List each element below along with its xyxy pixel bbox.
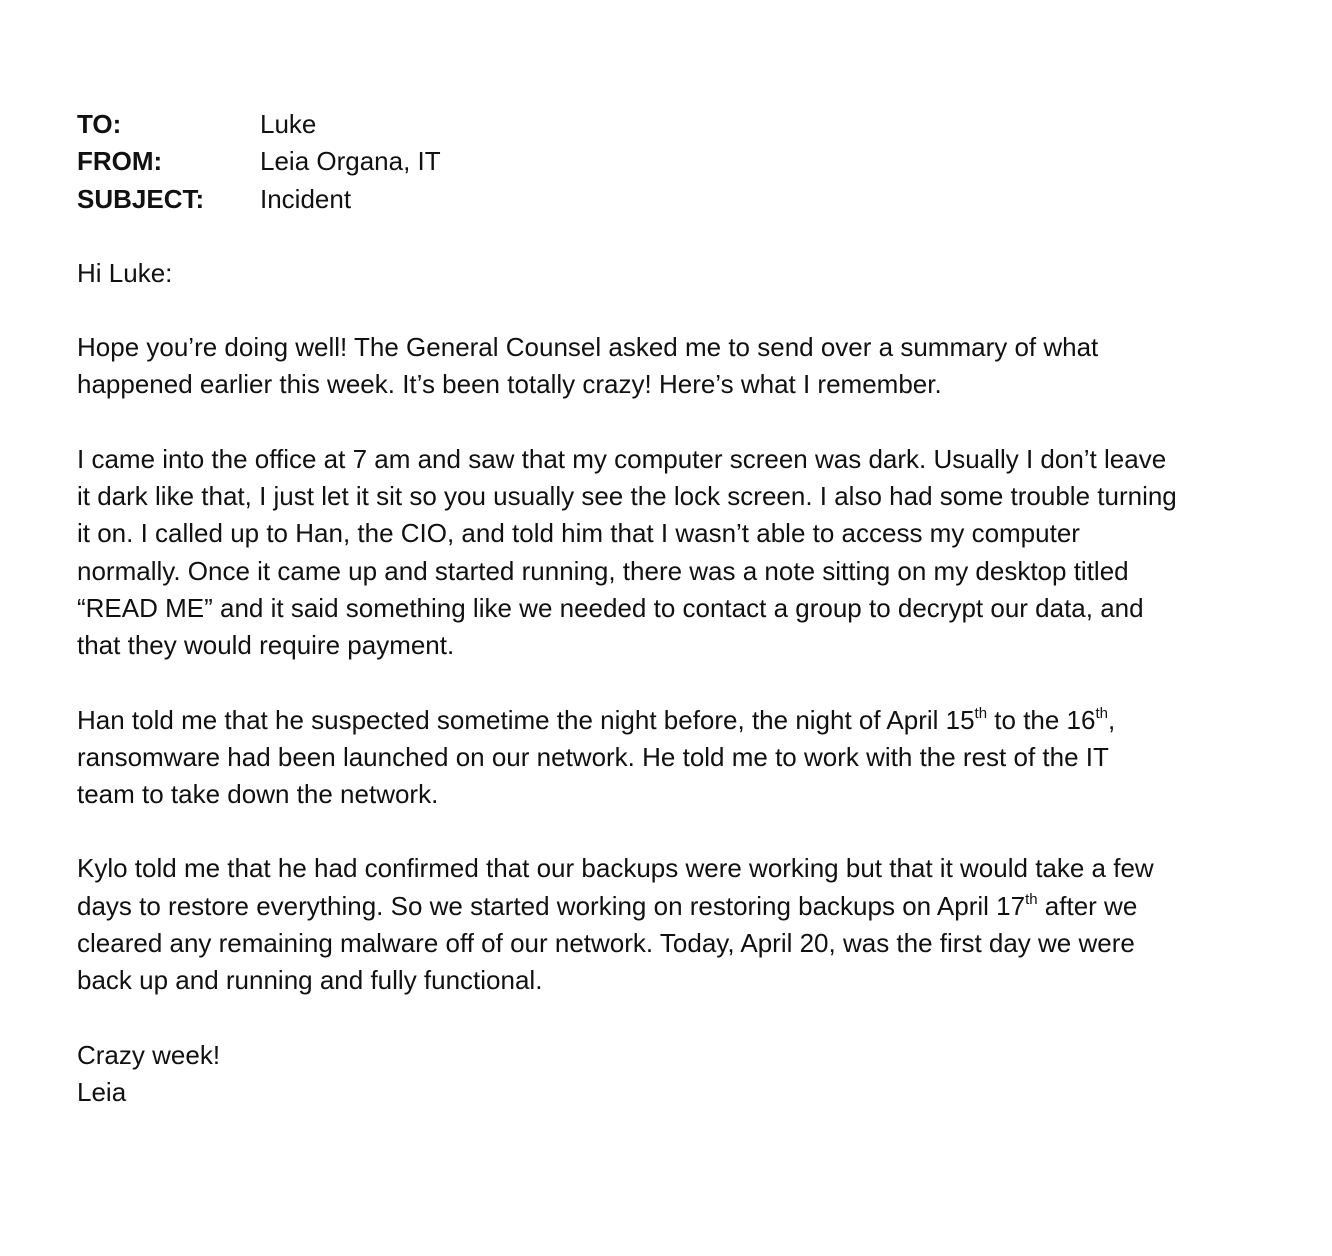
text-fragment: , [1108,704,1116,735]
closing [77,1037,1277,1112]
paragraph-line [77,702,1277,739]
signature: Leia [77,1076,127,1107]
paragraph-2 [77,441,1277,665]
paragraph-line: it on. I called up to Han, the CIO, and told him that I wasn’t able to access my computer [77,518,1080,549]
paragraph-line: that they would require payment. [77,630,455,661]
memo [77,106,1277,1111]
paragraph-line: Kylo told me that he had confirmed that our backups were working but that it would take a few [77,853,1154,884]
subject-value: Incident [260,183,352,214]
paragraph-line: back up and running and fully functional. [77,965,543,996]
paragraph-line: cleared any remaining malware off of our network. Today, April 20, was the first day we were [77,928,1135,959]
paragraph-line: team to take down the network. [77,779,439,810]
text-fragment: after we [1037,890,1138,921]
ordinal-suffix: th [1025,890,1038,908]
paragraph-line: I came into the office at 7 am and saw that my computer screen was dark. Usually I don’t leave [77,443,1167,474]
to-row [77,106,1277,143]
ordinal-suffix: th [1095,704,1108,722]
ordinal-suffix: th [974,704,988,722]
paragraph-line: Hope you’re doing well! The General Counsel asked me to send over a summary of what [77,332,1099,363]
paragraph-line: “READ ME” and it said something like we needed to contact a group to decrypt our data, and [77,592,1144,623]
paragraph-line: ransomware had been launched on our network. He told me to work with the rest of the IT [77,741,1109,772]
subject-label: SUBJECT: [77,183,205,214]
text-fragment: to the 16 [987,704,1096,735]
to-label: TO: [77,109,122,139]
closing-line: Crazy week! [77,1039,221,1070]
paragraph-line: happened earlier this week. It’s been totally crazy! Here’s what I remember. [77,369,942,400]
greeting: Hi Luke: [77,257,173,288]
from-label: FROM: [77,146,163,177]
paragraph-line [77,888,1277,925]
text-fragment: days to restore everything. So we started working on restoring backups on April 17 [77,890,1026,921]
from-value: Leia Organa, IT [260,146,441,177]
paragraph-3 [77,702,1277,814]
from-row [77,143,1277,180]
to-value: Luke [260,109,317,139]
paragraph-line: normally. Once it came up and started running, there was a note sitting on my desktop titled [77,555,1129,586]
paragraph-line: it dark like that, I just let it sit so you usually see the lock screen. I also had some trouble turning [77,481,1177,512]
subject-row [77,181,1277,218]
text-fragment: Han told me that he suspected sometime the night before, the night of April 15 [77,704,975,735]
paragraph-1 [77,329,1277,404]
paragraph-4 [77,850,1277,999]
memo-header [77,106,1277,218]
